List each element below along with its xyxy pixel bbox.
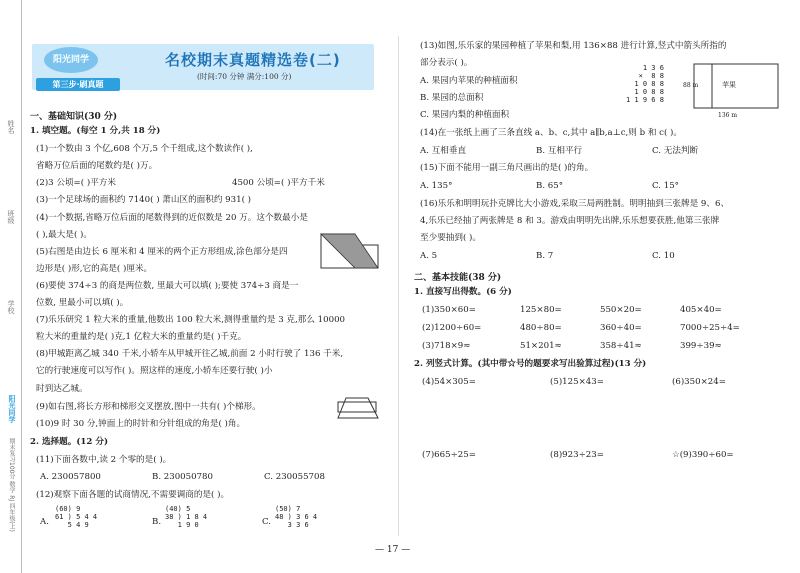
option-15b: B. 65° — [536, 181, 564, 191]
division-12b: (40) 5 38 ) 1 8 4 1 9 0 — [165, 505, 208, 529]
option-16a: A. 5 — [420, 251, 438, 261]
item-7b: 粒大米的重量约是( )克,1 亿粒大米的重量约是( )千克。 — [36, 332, 247, 342]
item-14: (14)在一张纸上画了三条直线 a、b、c,其中 a∥b,a⊥c,则 b 和 c( )。 — [420, 128, 682, 138]
page-title: 名校期末真题精选卷(二) — [165, 51, 341, 69]
calc-heading: 1. 直接写出得数。(6 分) — [414, 287, 512, 297]
option-16c: C. 10 — [652, 251, 675, 261]
page-number-wrap: — 17 — — [375, 545, 411, 555]
item-8c: 时到达乙城。 — [36, 384, 88, 394]
item-6b: 位数, 里最小可以填( )。 — [36, 298, 129, 308]
section-1-heading: 一、基础知识(30 分) — [30, 112, 118, 122]
section-2-heading: 二、基本技能(38 分) — [414, 273, 502, 283]
item-1a: (1)一个数由 3 个亿,608 个万,5 个千组成,这个数读作( ), — [36, 144, 253, 154]
calc-item: (1)350×60= — [422, 305, 476, 315]
option-13a: A. 果园内苹果的种植面积 — [420, 76, 518, 86]
item-2b: 4500 公顷=( )平方千米 — [232, 178, 325, 188]
option-12a-label: A. — [40, 517, 49, 527]
item-4b: ( ),最大是( )。 — [36, 230, 92, 240]
calc-item: 550×20= — [600, 305, 642, 315]
trapezoid-figure — [336, 396, 380, 420]
orchard-width-label: 136 m — [718, 112, 738, 119]
item-10: (10)9 时 30 分,钟面上的时针和分针组成的角是( )角。 — [36, 419, 246, 429]
item-15: (15)下面不能用一副三角尺画出的是( )的角。 — [420, 163, 594, 173]
school-label: 学校 — [7, 300, 15, 314]
vertical-calc-item: (8)923÷23= — [550, 450, 604, 460]
calc-item: 7000÷25÷4= — [680, 323, 740, 333]
item-16a: (16)乐乐和明明玩扑克牌比大小游戏,采取三局两胜制。明明抽到三张牌是 9、6、 — [420, 199, 730, 209]
item-6a: (6)要使 374÷3 的商是两位数, 里最大可以填( );要使 374÷3 商是一 — [36, 281, 299, 291]
calc-item: (2)1200÷60= — [422, 323, 482, 333]
calc-item: 399÷39≈ — [680, 341, 722, 351]
item-12: (12)观察下面各题的试商情况,不需要调商的是( )。 — [36, 490, 230, 500]
orchard-height-label: 88 m — [683, 82, 699, 89]
name-label: 姓名 — [7, 120, 15, 134]
squares-figure — [320, 232, 380, 270]
calc-item: 51×201≈ — [520, 341, 562, 351]
item-2a: (2)3 公顷=( )平方米 — [36, 178, 116, 188]
multiplication-figure: 1 3 6 × 8 8 1 0 8 8 1 0 8 8 1 1 9 6 8 — [626, 64, 664, 104]
vertical-calc-item: ☆(9)390÷60= — [672, 450, 734, 460]
binding-margin — [0, 0, 22, 573]
option-14b: B. 互相平行 — [536, 146, 583, 156]
item-3: (3)一个足球场的面积约 7140( ) 萧山区的面积约 931( ) — [36, 195, 252, 205]
division-12c: (50) 7 48 ) 3 6 4 3 3 6 — [275, 505, 318, 529]
vertical-calc-item: (4)54×305= — [422, 377, 476, 387]
option-11b: B. 230050780 — [152, 472, 213, 482]
option-12b-label: B. — [152, 517, 162, 527]
item-4a: (4)一个数据,省略万位后面的尾数得到的近似数是 20 万。这个数最小是 — [36, 213, 308, 223]
option-14a: A. 互相垂直 — [420, 146, 467, 156]
item-8b: 它的行驶速度可以写作( )。照这样的速度,小轿车还要行驶( )小 — [36, 366, 273, 376]
item-11: (11)下面各数中,读 2 个零的是( )。 — [36, 455, 172, 465]
book-label: 期末复习100分 数学 RJ 四年级(上) — [8, 438, 15, 532]
calc-item: 405×40= — [680, 305, 722, 315]
option-12c-label: C. — [262, 517, 272, 527]
brand-logo: 阳光同学 — [44, 47, 98, 73]
item-13b: 部分表示( )。 — [420, 58, 473, 68]
question-2-heading: 2. 选择题。(12 分) — [30, 437, 109, 447]
item-1b: 省略万位后面的尾数约是( )万。 — [36, 161, 158, 171]
option-15a: A. 135° — [420, 181, 453, 191]
option-13b: B. 果园的总面积 — [420, 93, 484, 103]
orchard-apple-label: 苹果 — [722, 81, 736, 89]
vertical-calc-item: (5)125×43= — [550, 377, 604, 387]
division-12a: (60) 9 61 ) 5 4 4 5 4 9 — [55, 505, 98, 529]
option-13c: C. 果园内梨的种植面积 — [420, 110, 510, 120]
calc-item: (3)718×9≈ — [422, 341, 471, 351]
page-number: 17 — [386, 545, 399, 555]
option-14c: C. 无法判断 — [652, 146, 699, 156]
calc-item: 480÷80= — [520, 323, 562, 333]
item-7a: (7)乐乐研究 1 粒大米的重量,他数出 100 粒大米,测得重量约是 3 克,那么 10000 — [36, 315, 346, 325]
page-subtitle: (时间:70 分钟 满分:100 分) — [197, 72, 292, 81]
option-15c: C. 15° — [652, 181, 679, 191]
item-5a: (5)右图是由边长 6 厘米和 4 厘米的两个正方形组成,涂色部分是四 — [36, 247, 288, 257]
calc-item: 358÷41≈ — [600, 341, 642, 351]
brand-label: 阳光同学 — [8, 395, 16, 423]
vertical-calc-heading: 2. 列竖式计算。(其中带☆号的题要求写出验算过程)(13 分) — [414, 359, 647, 369]
vertical-calc-item: (6)350×24= — [672, 377, 726, 387]
item-5b: 边形是( )形,它的高是( )厘米。 — [36, 264, 153, 274]
column-divider — [398, 36, 399, 536]
option-11c: C. 230055708 — [264, 472, 325, 482]
option-16b: B. 7 — [536, 251, 554, 261]
option-11a: A. 230057800 — [40, 472, 101, 482]
item-8a: (8)甲城距离乙城 340 千米,小轿车从甲城开往乙城,前面 2 小时行驶了 136 千米, — [36, 349, 344, 359]
item-16c: 至少要抽到( )。 — [420, 233, 481, 243]
calc-item: 125×80= — [520, 305, 562, 315]
item-13a: (13)如图,乐乐家的果园种植了苹果和梨,用 136×88 进行计算,竖式中箭头所指的 — [420, 41, 727, 51]
question-1-heading: 1. 填空题。(每空 1 分,共 18 分) — [30, 126, 161, 136]
item-9: (9)如右图,将长方形和梯形交叉摆放,图中一共有( )个梯形。 — [36, 402, 261, 412]
step-badge: 第三步·刷真题 — [36, 78, 120, 91]
class-label: 班级 — [7, 210, 15, 224]
calc-item: 360÷40= — [600, 323, 642, 333]
vertical-calc-item: (7)665÷25= — [422, 450, 476, 460]
item-16b: 4,乐乐已经抽了两张牌是 8 和 3。游戏由明明先出牌,乐乐想要获胜,他第三张牌 — [420, 216, 720, 226]
